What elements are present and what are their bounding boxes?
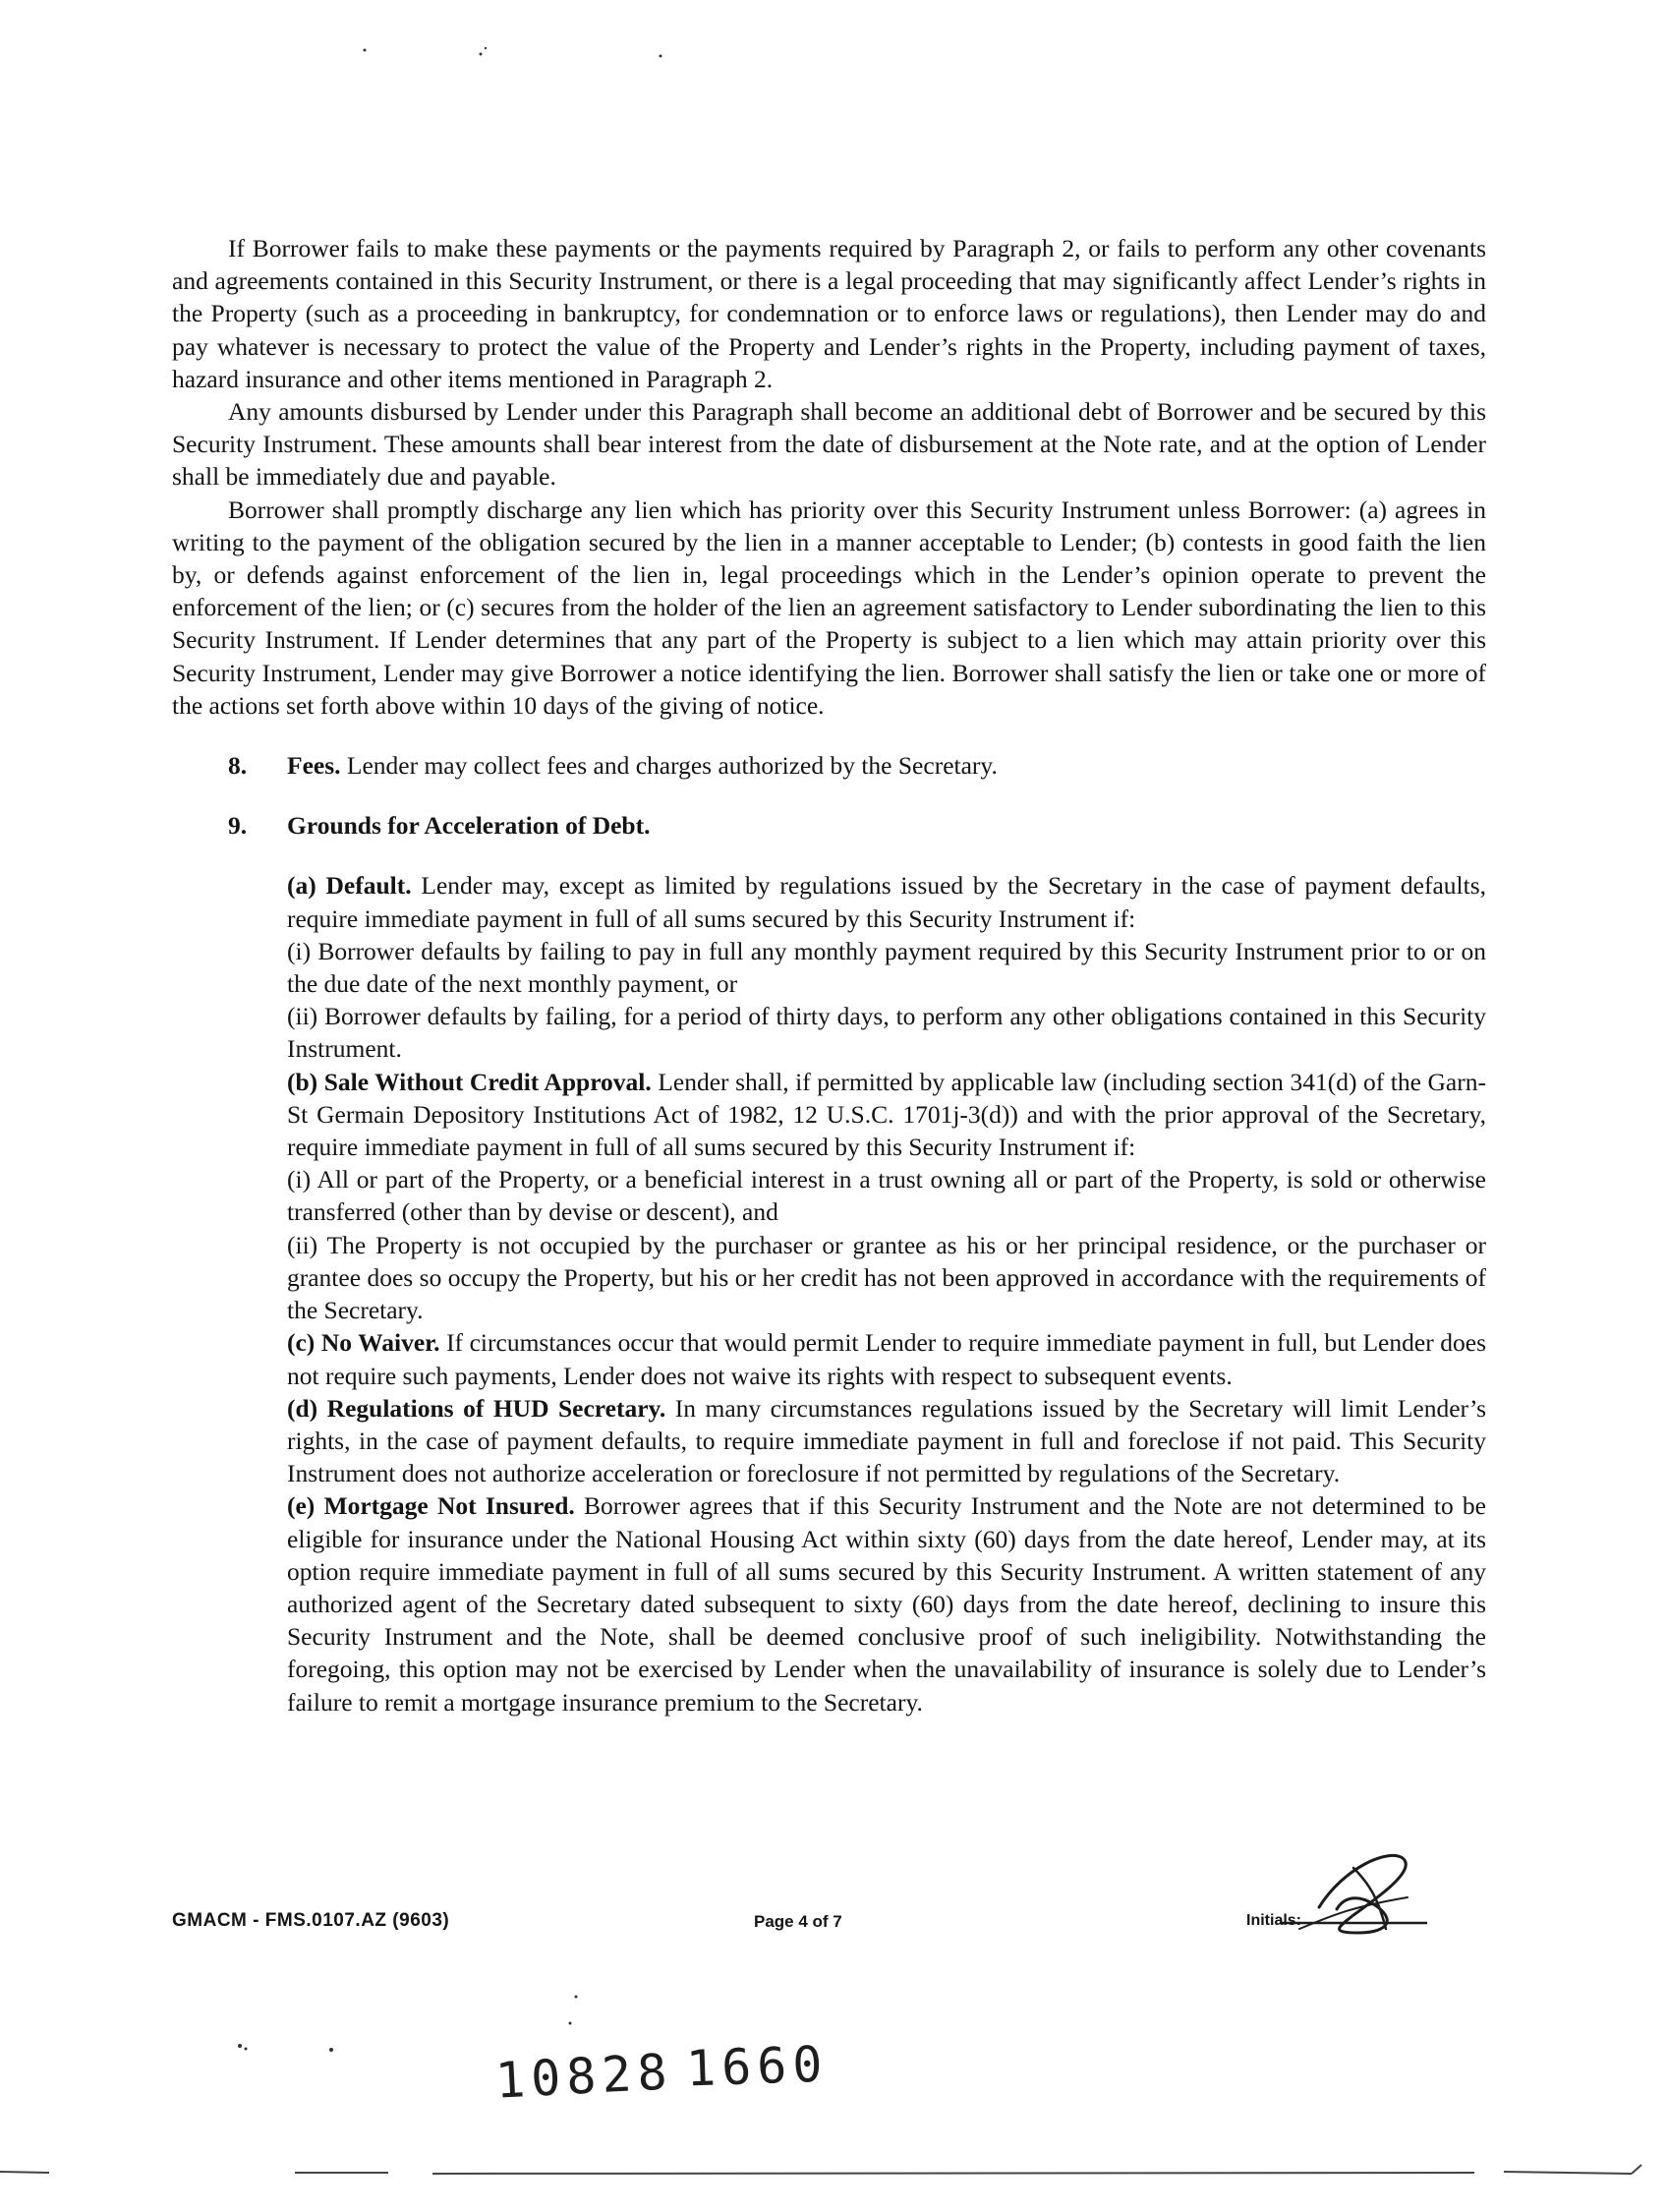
section-9-grounds-for-acceleration bbox=[172, 809, 1486, 842]
subsection-heading: (d) Regulations of HUD Secretary. bbox=[287, 1393, 666, 1423]
subsection-heading: (a) Default. bbox=[287, 871, 412, 901]
subsection-text bbox=[287, 1326, 1486, 1391]
subsection-c-no-waiver bbox=[287, 1326, 1486, 1391]
subsection-d-regulations bbox=[287, 1392, 1486, 1490]
subsection-body: In many circumstances regulations issued by the Secretary will limit Lender’s rights, in the case of payment defaults, to require immediate payment in full and foreclose if not paid. This Security Instrument does not authorize acceleration or foreclosure if not permitted by regulations of the Secretary. bbox=[287, 1393, 1487, 1488]
clause-ii: (ii) Borrower defaults by failing, for a period of thirty days, to perform any other obligations contained in this Security Instrument. bbox=[287, 1002, 1486, 1064]
section-number: 8. bbox=[228, 751, 248, 781]
clause-ii: (ii) The Property is not occupied by the purchaser or grantee as his or her principal residence, or the purchaser or grantee does so occupy the Property, but his or her credit has not been approved in accordance with the requirements of the Secretary. bbox=[287, 1230, 1486, 1325]
section-8-fees bbox=[172, 749, 1486, 782]
clause-i: (i) Borrower defaults by failing to pay in full any monthly payment required by this Security Instrument prior to or on the due date of the next monthly payment, or bbox=[287, 936, 1486, 999]
section-number: 9. bbox=[228, 811, 248, 841]
subsection-a-default bbox=[287, 869, 1486, 1065]
subsection-body: Lender may, except as limited by regulations issued by the Secretary in the case of payment defaults, require immediate payment in full of all sums secured by this Security Instrument if: bbox=[287, 871, 1486, 933]
section-text: Lender may collect fees and charges authorized by the Secretary. bbox=[340, 751, 998, 781]
paragraph-protection-of-rights: If Borrower fails to make these payments or the payments required by Paragraph 2, or fails to perform any other covenants and agreements contained in this Security Instrument, or there is a legal proceeding that may significantly affect Lender’s rights in the Property (such as a proceeding in bankruptcy, for condemnation or to enforce laws or regulations), then Lender may do and pay whatever is necessary to protect the value of the Property and Lender’s rights in the Property, including payment of taxes, hazard insurance and other items mentioned in Paragraph 2. bbox=[172, 234, 1486, 393]
subsection-text bbox=[287, 1066, 1486, 1164]
subsection-e-mortgage-not-insured bbox=[287, 1489, 1486, 1717]
subsection-heading: (b) Sale Without Credit Approval. bbox=[287, 1067, 652, 1096]
subsection-body: Lender shall, if permitted by applicable law (including section 341(d) of the Garn-St Germain Depository Institutions Act of 1982, 12 U.S.C. 1701j-3(d)) and with the prior approval of the Secretary, require immediate payment in full of all sums secured by this Security Instrument if: bbox=[287, 1067, 1486, 1162]
document-body bbox=[172, 232, 1486, 1718]
recording-book-number: 10828 bbox=[493, 2043, 674, 2110]
page-number: Page 4 of 7 bbox=[754, 1912, 842, 1931]
clause-i: (i) All or part of the Property, or a beneficial interest in a trust owning all or part of the Property, is sold or otherwise transferred (other than by devise or descent), and bbox=[287, 1165, 1486, 1227]
recording-page-number: 1660 bbox=[685, 2035, 830, 2098]
paragraph-amounts-disbursed: Any amounts disbursed by Lender under this Paragraph shall become an additional debt of Borrower and be secured by this Security Instrument. These amounts shall bear interest from the date of disbursement at the Note rate, and at the option of Lender shall be immediately due and payable. bbox=[172, 397, 1486, 492]
initials-label: Initials: bbox=[1246, 1912, 1302, 1929]
paragraph-lien-discharge: Borrower shall promptly discharge any lien which has priority over this Security Instrument unless Borrower: (a) agrees in writing to the payment of the obligation secured by the lien in a manner acceptable to Lender; (b) contests in good faith the lien by, or defends against enforcement of the lien in, legal proceedings which in the Lender’s opinion operate to prevent the enforcement of the lien; or (c) secures from the holder of the lien an agreement satisfactory to Lender subordinating the lien to this Security Instrument. If Lender determines that any part of the Property is subject to a lien which may attain priority over this Security Instrument, Lender may give Borrower a notice identifying the lien. Borrower shall satisfy the lien or take one or more of the actions set forth above within 10 days of the giving of notice. bbox=[172, 495, 1486, 720]
subsection-text bbox=[287, 1392, 1486, 1490]
subsection-heading: (c) No Waiver. bbox=[287, 1328, 440, 1358]
initials-signature bbox=[1260, 1838, 1437, 1947]
section-heading: Fees. bbox=[287, 751, 341, 781]
subsection-text bbox=[287, 869, 1486, 934]
subsection-b-sale-without-credit-approval bbox=[287, 1066, 1486, 1327]
subsection-body: If circumstances occur that would permit Lender to require immediate payment in full, but Lender does not require such payments, Lender does not waive its rights with respect to subsequent events. bbox=[287, 1328, 1486, 1390]
subsection-text bbox=[287, 1489, 1486, 1717]
form-id: GMACM - FMS.0107.AZ (9603) bbox=[172, 1910, 450, 1931]
section-heading: Grounds for Acceleration of Debt. bbox=[287, 811, 651, 841]
subsection-heading: (e) Mortgage Not Insured. bbox=[287, 1491, 575, 1521]
subsection-body: Borrower agrees that if this Security Instrument and the Note are not determined to be eligible for insurance under the National Housing Act within sixty (60) days from the date hereof, Lender may, at its option require immediate payment in full of all sums secured by this Security Instrument. A written statement of any authorized agent of the Secretary dated subsequent to sixty (60) days from the date hereof, declining to insure this Security Instrument and the Note, shall be deemed conclusive proof of such ineligibility. Notwithstanding the foregoing, this option may not be exercised by Lender when the unavailability of insurance is solely due to Lender’s failure to remit a mortgage insurance premium to the Secretary. bbox=[287, 1491, 1486, 1717]
section-body bbox=[287, 749, 1486, 782]
